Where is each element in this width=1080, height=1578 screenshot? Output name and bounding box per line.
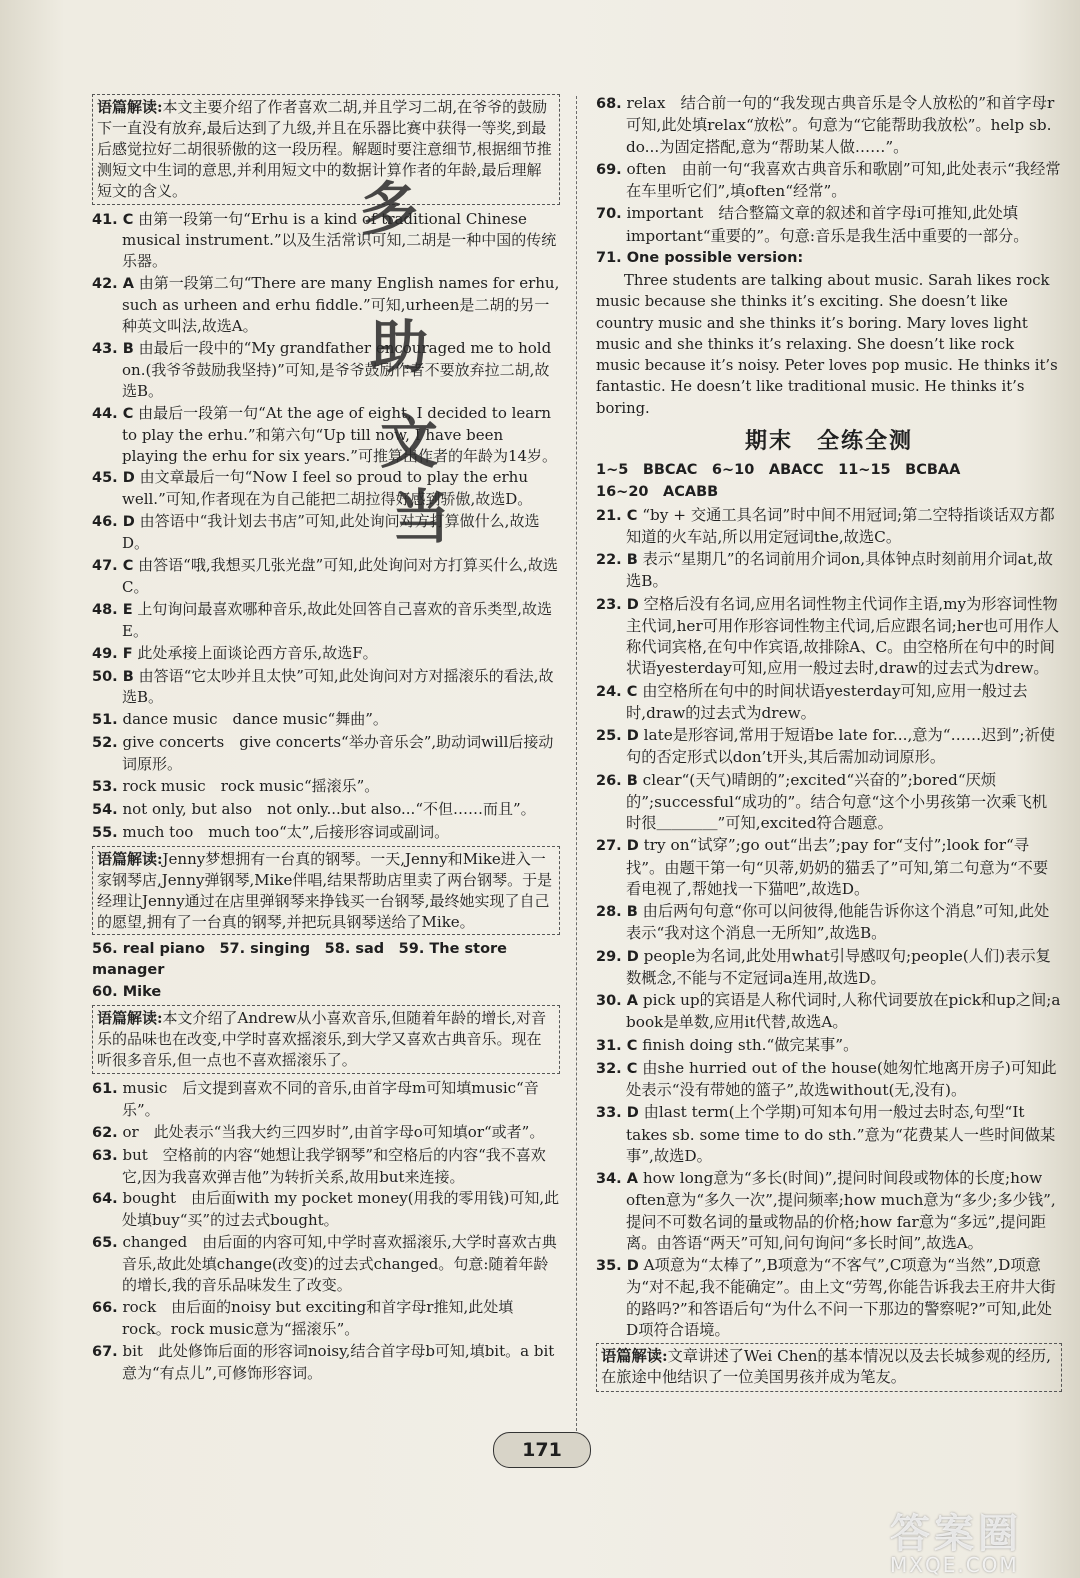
answer-explanation: 由第一段第一句“Erhu is a kind of traditional Chinese musical instrument.”以及生活常识可知,二胡是一种中国的传统乐器。 (122, 209, 557, 271)
answer-item (596, 203, 1062, 247)
box-label: 语篇解读: (97, 849, 163, 868)
answer-explanation: bought 由后面with my pocket money(用我的零用钱)可知,此处填buy“买”的过去式bought。 (122, 1189, 560, 1230)
answer-item (92, 403, 560, 467)
answer-explanation: 此处承接上面谈论西方音乐,故选F。 (137, 643, 378, 662)
answer-item (596, 725, 1062, 769)
answer-number: 53. (92, 779, 118, 796)
answer-number: 48. E (92, 601, 133, 618)
answer-number: 69. (596, 161, 622, 178)
answer-explanation: important 结合整篇文章的叙述和首字母i可推知,此处填important“重要的”。句意:音乐是我生活中重要的一部分。 (626, 204, 1029, 245)
answer-item (92, 1341, 560, 1384)
answer-item (596, 549, 1062, 593)
answer-number: 66. (92, 1299, 118, 1316)
handwriting-mark: 当 (392, 483, 451, 551)
answer-item (92, 1078, 560, 1121)
left-column (92, 92, 560, 1385)
answer-item (92, 338, 560, 402)
watermark-url: MXQE.COM (890, 1553, 1019, 1577)
answer-explanation: “by + 交通工具名词”时中间不用冠词;第二空特指谈话双方都知道的火车站,所以用定冠词the,故选C。 (626, 505, 1055, 546)
answer-number: 63. (92, 1147, 118, 1164)
answer-item (596, 594, 1062, 680)
box-label: 语篇解读: (97, 1009, 163, 1028)
answer-item (596, 990, 1062, 1034)
answer-number: 52. (92, 735, 118, 752)
answer-explanation: 表示“星期几”的名词前用介词on,具体钟点时刻前用介词at,故选B。 (626, 550, 1053, 591)
answer-number: 29. D (596, 948, 639, 965)
answer-explanation: bit 此处修饰后面的形容词noisy,结合首字母b可知,填bit。a bit意为“有点儿”,可修饰形容词。 (122, 1341, 555, 1382)
version-title: 71. One possible version: (596, 249, 804, 266)
answer-explanation: 由答语“它太吵并且太快”可知,此处询问对方对摇滚乐的看法,故选B。 (122, 666, 554, 707)
answer-number: 32. C (596, 1060, 638, 1077)
passage-analysis-box (92, 846, 560, 936)
answer-item (596, 93, 1062, 158)
box-text: 文章讲述了Wei Chen的基本情况以及去长城参观的经历,在旅途中他结识了一位美国男孩并成为笔友。 (601, 1347, 1052, 1387)
answer-number: 28. B (596, 904, 638, 920)
answer-item (92, 799, 560, 821)
answer-number: 31. C (596, 1037, 638, 1054)
answer-item (92, 511, 560, 554)
answer-number: 62. (92, 1124, 118, 1141)
answer-item (92, 666, 560, 709)
answer-number: 51. (92, 712, 118, 729)
answer-number: 41. C (92, 211, 134, 228)
passage-analysis-box (92, 1005, 560, 1074)
answer-number: 26. B (596, 772, 638, 789)
answer-explanation: 由last term(上个学期)可知本句用一般过去时态,句型“It takes sb. some time to do sth.”意为“花费某人一些时间做某事”,故选D。 (626, 1103, 1056, 1165)
answer-item (92, 822, 560, 844)
answer-item (92, 776, 560, 798)
handwriting-mark: 文 (380, 408, 439, 476)
answer-number: 70. (596, 206, 622, 223)
answer-number: 27. D (596, 838, 639, 855)
answer-explanation: often 由前一句“我喜欢古典音乐和歌剧”可知,此处表示“我经常在车里听它们”,填often“经常”。 (626, 159, 1061, 200)
answer-number: 68. (596, 96, 622, 112)
answer-number: 22. B (596, 552, 638, 568)
answer-number: 23. D (596, 596, 639, 613)
answer-item (596, 1255, 1062, 1341)
answer-item (596, 1058, 1062, 1102)
answer-number: 50. B (92, 668, 134, 685)
answer-item (92, 1145, 560, 1188)
box-label: 语篇解读: (97, 98, 163, 116)
answer-number: 25. D (596, 728, 639, 744)
answer-explanation: 空格后没有名词,应用名词性物主代词作主语,my为形容词性物主代词,her可用作形容词性物主代词,后应跟名词;her也可用作人称代词宾格,在句中作宾语,故排除A、C。由空格所在句中的时间状语yesterday可知,应用一般过去时,draw的过去式为drew。 (626, 594, 1060, 678)
answer-explanation: late是形容词,常用于短语be late for...,意为“……迟到”;祈使句的否定形式以don’t开头,其后需加动词原形。 (626, 726, 1056, 767)
handwriting-mark: 多 (360, 175, 419, 243)
answer-explanation: relax 结合前一句的“我发现古典音乐是令人放松的”和首字母r可知,此处填relax“放松”。句意为“它能帮助我放松”。help sb. do...为固定搭配,意为“帮助某人做……”。 (626, 94, 1055, 156)
answer-explanation: give concerts give concerts“举办音乐会”,助动词will后接动词原形。 (122, 733, 554, 774)
answer-number: 35. D (596, 1258, 639, 1274)
answer-item (596, 946, 1062, 990)
answer-list (92, 1078, 560, 1384)
answer-item (596, 835, 1062, 900)
answer-number: 61. (92, 1080, 118, 1097)
answer-item (596, 1168, 1062, 1254)
page-number: 171 (493, 1432, 591, 1468)
watermark (890, 1502, 1065, 1577)
answer-item (596, 770, 1062, 835)
answer-explanation: rock music rock music“摇滚乐”。 (122, 777, 380, 796)
answer-number: 54. (92, 802, 118, 818)
answer-number: 43. B (92, 340, 134, 357)
answer-explanation: A项意为“太棒了”,B项意为“不客气”,C项意为“当然”,D项意为“对不起,我不能确定”。由上文“劳驾,你能告诉我去王府井大街的路吗?”和答语后句“为什么不问一下那边的警察呢?”可知,此处D项符合语境。 (626, 1256, 1056, 1339)
answer-explanation: how long意为“多长(时间)”,提问时间段或物体的长度;how often意为“多久一次”,提问频率;how much意为“多少;多少钱”,提问不可数名词的量或物品的价格;how far意为“多远”,提问距离。由答语“两天”可知,问句询问“多长时间”,故选A。 (626, 1169, 1056, 1252)
answer-item (92, 555, 560, 598)
answer-number: 33. D (596, 1105, 639, 1122)
answer-number: 47. C (92, 558, 134, 575)
answer-explanation: clear“(天气)晴朗的”;excited“兴奋的”;bored“厌烦的”;successful“成功的”。结合句意“这个小男孩第一次乘飞机时很＿＿＿＿”可知,excited符合题意。 (626, 770, 1048, 832)
column-divider (576, 96, 577, 1436)
sample-essay: Three students are talking about music. Sarah likes rock music because she thinks it’s exciting. She doesn’t like country music and she thinks it’s boring. Mary loves light music and she thinks it’s relaxing. She doesn’t like rock music because it’s noisy. Peter loves pop music. He thinks it’s fantastic. He doesn’t like traditional music. He thinks it’s boring. (596, 272, 1058, 417)
answer-explanation: 由文章最后一句“Now I feel so proud to play the erhu well.”可知,作者现在为自己能把二胡拉得好感到骄傲,故选D。 (122, 468, 533, 509)
answer-item (596, 681, 1062, 725)
passage-analysis-box (596, 1343, 1062, 1392)
answer-item (92, 709, 560, 731)
answer-item (92, 273, 560, 337)
box-label: 语篇解读: (601, 1347, 668, 1365)
answer-number: 49. F (92, 645, 133, 662)
answer-line: 60. Mike (92, 984, 162, 1001)
answer-explanation: changed 由后面的内容可知,中学时喜欢摇滚乐,大学时喜欢古典音乐,故此处填change(改变)的过去式changed。句意:随着年龄的增长,我的音乐品味发生了改变。 (122, 1233, 557, 1295)
answer-line: 56. real piano 57. singing 58. sad 59. The store manager (92, 941, 508, 979)
answer-item (596, 505, 1062, 549)
answer-number: 44. C (92, 405, 134, 422)
box-text: Jenny梦想拥有一台真的钢琴。一天,Jenny和Mike进入一家钢琴店,Jenny弹钢琴,Mike伴唱,结果帮助店里卖了两台钢琴。于是经理让Jenny通过在店里弹钢琴来挣钱买一台钢琴,最终她实现了自己的愿望,拥有了一台真的钢琴,并把玩具钢琴送给了Mike。 (97, 849, 553, 931)
answer-item (92, 599, 560, 642)
answer-item (92, 1232, 560, 1296)
answer-number: 45. D (92, 470, 135, 487)
answer-explanation: 由答语“哦,我想买几张光盘”可知,此处询问对方打算买什么,故选C。 (122, 556, 558, 596)
answer-number: 21. C (596, 507, 638, 524)
answer-item (596, 1035, 1062, 1057)
answer-number: 64. (92, 1191, 118, 1208)
answer-number: 46. D (92, 514, 135, 531)
answer-item (92, 643, 560, 665)
answer-explanation: 由she hurried out of the house(她匆忙地离开房子)可知此处表示“没有带她的篮子”,故选without(无,没有)。 (626, 1058, 1057, 1099)
answer-explanation: people为名词,此处用what引导感叹句;people(人们)表示复数概念,不能与不定冠词a连用,故选D。 (626, 946, 1051, 987)
answer-explanation: but 空格前的内容“她想让我学钢琴”和空格后的内容“我不喜欢它,因为我喜欢弹吉他”为转折关系,故用but来连接。 (122, 1145, 546, 1186)
handwriting-mark: 助 (370, 313, 429, 381)
answer-item (596, 1102, 1062, 1167)
answer-number: 55. (92, 824, 118, 841)
answer-item (596, 159, 1062, 203)
answer-number: 24. C (596, 683, 638, 700)
answer-explanation: 上句询问最喜欢哪种音乐,故此处回答自己喜欢的音乐类型,故选E。 (122, 599, 552, 640)
answer-number: 34. A (596, 1171, 638, 1187)
watermark-logo: 答案圈 (890, 1511, 1022, 1557)
answer-item (92, 1122, 560, 1144)
answer-explanation: or 此处表示“当我大约三四岁时”,由首字母o可知填or“或者”。 (122, 1122, 545, 1141)
box-text: 本文介绍了Andrew从小喜欢音乐,但随着年龄的增长,对音乐的品味也在改变,中学时喜欢摇滚乐,到大学又喜欢古典音乐。现在听很多音乐,但一点也不喜欢摇滚乐了。 (97, 1009, 547, 1069)
answer-explanation: music 后文提到喜欢不同的音乐,由首字母m可知填music“音乐”。 (122, 1078, 539, 1119)
answer-number: 67. (92, 1343, 118, 1360)
answer-list (596, 93, 1062, 247)
answer-item (92, 1188, 560, 1231)
answer-explanation: 由最后一段中的“My grandfather encouraged me to hold on.(我爷爷鼓励我坚持)”可知,是爷爷鼓励作者不要放弃拉二胡,故选B。 (122, 338, 552, 400)
answer-explanation: 由最后一段第一句“At the age of eight, I decided to learn to play the erhu.”和第六句“Up till now, I have been playing the erhu for six years.”可推算出作者的年龄为14岁。 (122, 403, 558, 465)
answer-explanation: 由空格所在句中的时间状语yesterday可知,应用一般过去时,draw的过去式为drew。 (626, 681, 1028, 722)
answer-key-line: 1~5 BBCAC 6~10 ABACC 11~15 BCBAA (596, 462, 961, 478)
answer-list (92, 209, 560, 844)
answer-explanation: 由第一段第二句“There are many English names for erhu, such as urheen and erhu fiddle.”可知,urheen是二胡的另一种英文叫法,故选A。 (122, 274, 560, 336)
answer-explanation: pick up的宾语是人称代词时,人称代词要放在pick和up之间;a book是单数,应用it代替,故选A。 (626, 991, 1061, 1032)
answer-explanation: not only, but also not only...but also...“不但……而且”。 (122, 800, 536, 818)
answer-number: 65. (92, 1235, 118, 1252)
answer-item (92, 732, 560, 775)
answer-item (92, 467, 560, 510)
section-heading: 期末 全练全测 (744, 428, 913, 454)
answer-item (92, 1297, 560, 1340)
passage-analysis-box (92, 94, 560, 205)
answer-explanation: 由答语中“我计划去书店”可知,此处询问对方打算做什么,故选D。 (122, 512, 540, 553)
answer-explanation: try on“试穿”;go out“出去”;pay for“支付”;look for“寻找”。由题干第一句“贝蒂,奶奶的猫丢了”可知,第二句意为“不要看电视了,帮她找一下猫吧”,故选D。 (626, 836, 1049, 898)
answer-explanation: dance music dance music“舞曲”。 (122, 710, 388, 729)
answer-explanation: 由后两句句意“你可以问彼得,他能告诉你这个消息”可知,此处表示“我对这个消息一无所知”,故选B。 (626, 902, 1050, 943)
answer-number: 30. A (596, 993, 638, 1009)
answer-key-line: 16~20 ACABB (596, 484, 719, 501)
answer-explanation: much too much too“太”,后接形容词或副词。 (122, 822, 450, 841)
answer-item (596, 901, 1062, 945)
answer-explanation: finish doing sth.“做完某事”。 (642, 1035, 859, 1054)
answer-explanation: rock 由后面的noisy but exciting和首字母r推知,此处填rock。rock music意为“摇滚乐”。 (122, 1297, 514, 1338)
box-text: 本文主要介绍了作者喜欢二胡,并且学习二胡,在爷爷的鼓励下一直没有放弃,最后达到了九级,并且在乐器比赛中获得一等奖,到最后感觉拉好二胡很骄傲的这一段历程。解题时要注意细节,根据细节推测短文中生词的意思,并利用短文中的数据计算作者的年龄,最后理解短文的含义。 (97, 98, 552, 200)
answer-list (596, 505, 1062, 1342)
answer-item (92, 209, 560, 273)
answer-number: 42. A (92, 276, 134, 293)
right-column (596, 92, 1062, 1396)
